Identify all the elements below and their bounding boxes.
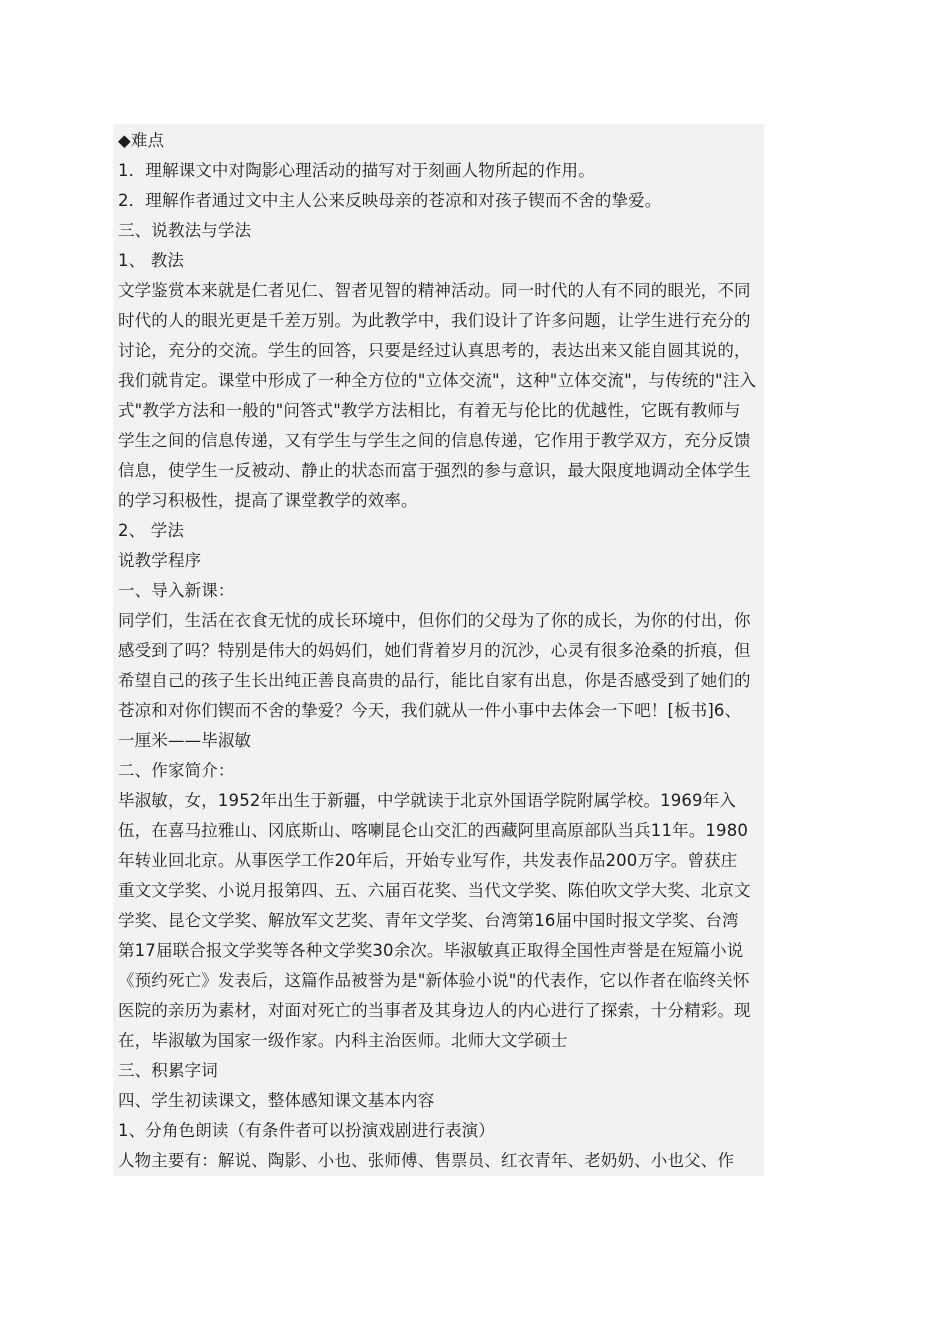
paragraph-line: 学生之间的信息传递，又有学生与学生之间的信息传递，它作用于教学双方，充分反馈 <box>118 431 751 450</box>
paragraph-line: 感受到了吗？特别是伟大的妈妈们，她们背着岁月的沉沙，心灵有很多沧桑的折痕，但 <box>118 641 751 660</box>
paragraph-line: 年转业回北京。从事医学工作20年后，开始专业写作，共发表作品200万字。曾获庄 <box>118 851 738 870</box>
paragraph-line: 《预约死亡》发表后，这篇作品被誉为是"新体验小说"的代表作，它以作者在临终关怀 <box>118 971 750 990</box>
section-heading: 说教学程序 <box>118 551 202 570</box>
paragraph-line: 第17届联合报文学奖等各种文学奖30余次。毕淑敏真正取得全国性声誉是在短篇小说 <box>118 941 744 960</box>
paragraph-line: 重文文学奖、小说月报第四、五、六届百花奖、当代文学奖、陈伯吹文学大奖、北京文 <box>118 881 751 900</box>
section-heading: 一、导入新课： <box>118 581 235 600</box>
paragraph-line: 在，毕淑敏为国家一级作家。内科主治医师。北师大文学硕士 <box>118 1031 568 1050</box>
paragraph-line: 的学习积极性，提高了课堂教学的效率。 <box>118 491 418 510</box>
heading-difficulties: ◆难点 <box>118 131 165 150</box>
list-item: 1．理解课文中对陶影心理活动的描写对于刻画人物所起的作用。 <box>118 161 595 180</box>
paragraph-line: 希望自己的孩子生长出纯正善良高贵的品行，能比自家有出息，你是否感受到了她们的 <box>118 671 751 690</box>
paragraph-line: 我们就肯定。课堂中形成了一种全方位的"立体交流"，这种"立体交流"，与传统的"注入 <box>118 371 757 390</box>
paragraph-line: 一厘米——毕淑敏 <box>118 731 252 750</box>
paragraph-line: 同学们，生活在衣食无忧的成长环境中，但你们的父母为了你的成长，为你的付出，你 <box>118 611 751 630</box>
paragraph-line: 学奖、昆仑文学奖、解放军文艺奖、青年文学奖、台湾第16届中国时报文学奖、台湾 <box>118 911 739 930</box>
paragraph-line: 讨论，充分的交流。学生的回答，只要是经过认真思考的，表达出来又能自圆其说的， <box>118 341 751 360</box>
paragraph-line: 信息，使学生一反被动、静止的状态而富于强烈的参与意识，最大限度地调动全体学生 <box>118 461 751 480</box>
paragraph-line: 文学鉴赏本来就是仁者见仁、智者见智的精神活动。同一时代的人有不同的眼光，不同 <box>118 281 751 300</box>
list-item: 2．理解作者通过文中主人公来反映母亲的苍凉和对孩子锲而不舍的挚爱。 <box>118 191 662 210</box>
section-heading: 四、学生初读课文，整体感知课文基本内容 <box>118 1091 435 1110</box>
paragraph-line: 人物主要有：解说、陶影、小也、张师傅、售票员、红衣青年、老奶奶、小也父、作 <box>118 1151 735 1170</box>
section-heading: 二、作家简介： <box>118 761 235 780</box>
list-item: 1、分角色朗读（有条件者可以扮演戏剧进行表演） <box>118 1121 495 1140</box>
paragraph-line: 伍，在喜马拉雅山、冈底斯山、喀喇昆仑山交汇的西藏阿里高原部队当兵11年。1980 <box>118 821 748 840</box>
text-block <box>113 124 764 1176</box>
subsection-heading: 2、 学法 <box>118 521 184 540</box>
paragraph-line: 苍凉和对你们锲而不舍的挚爱？今天，我们就从一件小事中去体会一下吧！[板书]6、 <box>118 701 742 720</box>
section-heading: 三、积累字词 <box>118 1061 218 1080</box>
paragraph-line: 医院的亲历为素材，对面对死亡的当事者及其身边人的内心进行了探索，十分精彩。现 <box>118 1001 751 1020</box>
paragraph-line: 时代的人的眼光更是千差万别。为此教学中，我们设计了许多问题，让学生进行充分的 <box>118 311 751 330</box>
paragraph-line: 式"教学方法和一般的"问答式"教学方法相比，有着无与伦比的优越性，它既有教师与 <box>118 401 741 420</box>
paragraph-line: 毕淑敏，女，1952年出生于新疆，中学就读于北京外国语学院附属学校。1969年入 <box>118 791 736 810</box>
subsection-heading: 1、 教法 <box>118 251 184 270</box>
section-heading: 三、说教法与学法 <box>118 221 252 240</box>
